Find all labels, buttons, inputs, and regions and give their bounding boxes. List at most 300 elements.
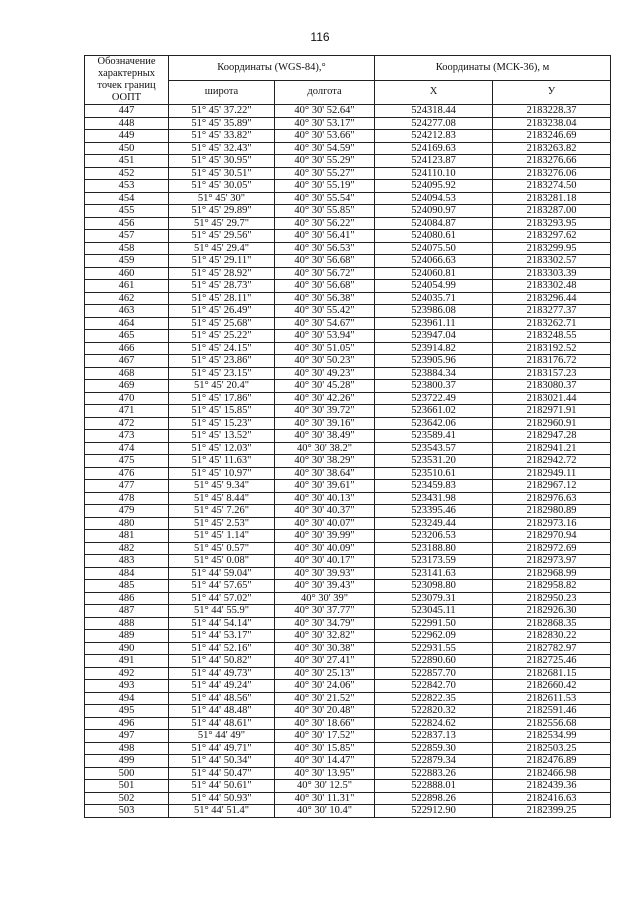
point-number-cell: 449	[85, 130, 169, 143]
latitude-cell: 51° 44' 52.16"	[169, 642, 275, 655]
x-coordinate-cell: 522931.55	[375, 642, 493, 655]
longitude-cell: 40° 30' 40.09"	[275, 542, 375, 555]
latitude-cell: 51° 44' 54.14"	[169, 617, 275, 630]
point-number-cell: 474	[85, 442, 169, 455]
y-coordinate-cell: 2182782.97	[493, 642, 611, 655]
table-row	[85, 317, 611, 330]
table-row	[85, 117, 611, 130]
x-coordinate-cell: 523914.82	[375, 342, 493, 355]
longitude-cell: 40° 30' 20.48"	[275, 705, 375, 718]
x-coordinate-cell: 522883.26	[375, 767, 493, 780]
x-coordinate-cell: 524066.63	[375, 255, 493, 268]
table-row	[85, 792, 611, 805]
table-row	[85, 392, 611, 405]
point-number-cell: 480	[85, 517, 169, 530]
y-coordinate-cell: 2183302.57	[493, 255, 611, 268]
y-coordinate-cell: 2182503.25	[493, 742, 611, 755]
point-number-cell: 491	[85, 655, 169, 668]
longitude-cell: 40° 30' 39.99"	[275, 530, 375, 543]
y-coordinate-cell: 2182973.97	[493, 555, 611, 568]
table-row	[85, 180, 611, 193]
point-number-cell: 451	[85, 155, 169, 168]
longitude-cell: 40° 30' 53.17"	[275, 117, 375, 130]
longitude-cell: 40° 30' 12.5"	[275, 780, 375, 793]
y-coordinate-cell: 2182556.68	[493, 717, 611, 730]
y-coordinate-cell: 2183248.55	[493, 330, 611, 343]
x-coordinate-cell: 524094.53	[375, 192, 493, 205]
point-number-cell: 497	[85, 730, 169, 743]
point-number-cell: 456	[85, 217, 169, 230]
latitude-cell: 51° 45' 12.03"	[169, 442, 275, 455]
y-coordinate-cell: 2183021.44	[493, 392, 611, 405]
longitude-cell: 40° 30' 11.31"	[275, 792, 375, 805]
y-coordinate-cell: 2182416.63	[493, 792, 611, 805]
longitude-cell: 40° 30' 50.23"	[275, 355, 375, 368]
y-coordinate-cell: 2183277.37	[493, 305, 611, 318]
point-number-cell: 495	[85, 705, 169, 718]
point-number-cell: 485	[85, 580, 169, 593]
x-coordinate-cell: 523961.11	[375, 317, 493, 330]
latitude-cell: 51° 45' 32.43"	[169, 142, 275, 155]
y-coordinate-cell: 2182830.22	[493, 630, 611, 643]
x-coordinate-cell: 523098.80	[375, 580, 493, 593]
point-number-cell: 501	[85, 780, 169, 793]
table-row	[85, 667, 611, 680]
point-number-cell: 496	[85, 717, 169, 730]
longitude-cell: 40° 30' 56.68"	[275, 255, 375, 268]
latitude-cell: 51° 45' 8.44"	[169, 492, 275, 505]
coordinates-table	[84, 55, 611, 818]
longitude-cell: 40° 30' 51.05"	[275, 342, 375, 355]
table-row	[85, 455, 611, 468]
x-coordinate-cell: 522820.32	[375, 705, 493, 718]
latitude-cell: 51° 45' 20.4"	[169, 380, 275, 393]
x-coordinate-cell: 523395.46	[375, 505, 493, 518]
y-coordinate-cell: 2183274.50	[493, 180, 611, 193]
x-coordinate-cell: 524060.81	[375, 267, 493, 280]
point-number-cell: 450	[85, 142, 169, 155]
point-number-cell: 454	[85, 192, 169, 205]
longitude-cell: 40° 30' 34.79"	[275, 617, 375, 630]
y-coordinate-cell: 2182868.35	[493, 617, 611, 630]
x-coordinate-cell: 522991.50	[375, 617, 493, 630]
y-coordinate-cell: 2182973.16	[493, 517, 611, 530]
y-coordinate-cell: 2182941.21	[493, 442, 611, 455]
latitude-cell: 51° 45' 10.97"	[169, 467, 275, 480]
longitude-cell: 40° 30' 18.66"	[275, 717, 375, 730]
longitude-cell: 40° 30' 56.68"	[275, 280, 375, 293]
table-row	[85, 630, 611, 643]
point-number-cell: 490	[85, 642, 169, 655]
latitude-cell: 51° 45' 15.85"	[169, 405, 275, 418]
point-number-cell: 481	[85, 530, 169, 543]
longitude-cell: 40° 30' 38.29"	[275, 455, 375, 468]
latitude-cell: 51° 45' 30.95"	[169, 155, 275, 168]
table-header	[85, 56, 611, 105]
longitude-header: долгота	[275, 80, 375, 105]
y-coordinate-cell: 2182958.82	[493, 580, 611, 593]
table-row	[85, 780, 611, 793]
table-row	[85, 705, 611, 718]
longitude-cell: 40° 30' 39.72"	[275, 405, 375, 418]
table-row	[85, 280, 611, 293]
x-coordinate-cell: 522859.30	[375, 742, 493, 755]
longitude-cell: 40° 30' 15.85"	[275, 742, 375, 755]
point-number-cell: 461	[85, 280, 169, 293]
y-coordinate-cell: 2182967.12	[493, 480, 611, 493]
table-row	[85, 692, 611, 705]
y-coordinate-cell: 2183263.82	[493, 142, 611, 155]
x-coordinate-cell: 524110.10	[375, 167, 493, 180]
point-number-cell: 468	[85, 367, 169, 380]
x-coordinate-cell: 524277.08	[375, 117, 493, 130]
point-number-cell: 498	[85, 742, 169, 755]
longitude-cell: 40° 30' 39.16"	[275, 417, 375, 430]
table-row	[85, 742, 611, 755]
x-coordinate-cell: 524075.50	[375, 242, 493, 255]
latitude-cell: 51° 44' 48.61"	[169, 717, 275, 730]
y-coordinate-cell: 2182926.30	[493, 605, 611, 618]
latitude-cell: 51° 44' 53.17"	[169, 630, 275, 643]
point-number-cell: 483	[85, 555, 169, 568]
y-coordinate-cell: 2183228.37	[493, 105, 611, 118]
longitude-cell: 40° 30' 37.77"	[275, 605, 375, 618]
x-coordinate-cell: 522837.13	[375, 730, 493, 743]
y-coordinate-cell: 2183262.71	[493, 317, 611, 330]
longitude-cell: 40° 30' 10.4"	[275, 805, 375, 818]
latitude-cell: 51° 44' 48.56"	[169, 692, 275, 705]
x-coordinate-cell: 523459.83	[375, 480, 493, 493]
longitude-cell: 40° 30' 25.13"	[275, 667, 375, 680]
latitude-cell: 51° 45' 29.89"	[169, 205, 275, 218]
latitude-header: широта	[169, 80, 275, 105]
longitude-cell: 40° 30' 55.85"	[275, 205, 375, 218]
y-coordinate-cell: 2182660.42	[493, 680, 611, 693]
table-row	[85, 567, 611, 580]
point-number-cell: 465	[85, 330, 169, 343]
latitude-cell: 51° 45' 28.11"	[169, 292, 275, 305]
latitude-cell: 51° 45' 1.14"	[169, 530, 275, 543]
longitude-cell: 40° 30' 30.38"	[275, 642, 375, 655]
x-coordinate-cell: 523986.08	[375, 305, 493, 318]
latitude-cell: 51° 44' 49.24"	[169, 680, 275, 693]
y-coordinate-cell: 2182476.89	[493, 755, 611, 768]
y-coordinate-cell: 2182968.99	[493, 567, 611, 580]
table-row	[85, 530, 611, 543]
table-row	[85, 467, 611, 480]
table-row	[85, 292, 611, 305]
y-coordinate-cell: 2182534.99	[493, 730, 611, 743]
table-row	[85, 267, 611, 280]
x-coordinate-cell: 523045.11	[375, 605, 493, 618]
latitude-cell: 51° 45' 0.57"	[169, 542, 275, 555]
table-row	[85, 805, 611, 818]
table-row	[85, 342, 611, 355]
longitude-cell: 40° 30' 21.52"	[275, 692, 375, 705]
y-coordinate-cell: 2182947.28	[493, 430, 611, 443]
table-row	[85, 155, 611, 168]
table-row	[85, 517, 611, 530]
latitude-cell: 51° 45' 33.82"	[169, 130, 275, 143]
table-row	[85, 355, 611, 368]
y-coordinate-cell: 2182466.98	[493, 767, 611, 780]
point-number-cell: 486	[85, 592, 169, 605]
table-row	[85, 417, 611, 430]
point-number-cell: 463	[85, 305, 169, 318]
latitude-cell: 51° 45' 9.34"	[169, 480, 275, 493]
longitude-cell: 40° 30' 42.26"	[275, 392, 375, 405]
point-number-cell: 470	[85, 392, 169, 405]
y-coordinate-cell: 2182970.94	[493, 530, 611, 543]
y-coordinate-cell: 2183238.04	[493, 117, 611, 130]
x-coordinate-cell: 523722.49	[375, 392, 493, 405]
y-coordinate-cell: 2183276.06	[493, 167, 611, 180]
longitude-cell: 40° 30' 32.82"	[275, 630, 375, 643]
longitude-cell: 40° 30' 56.41"	[275, 230, 375, 243]
latitude-cell: 51° 44' 50.93"	[169, 792, 275, 805]
point-number-cell: 488	[85, 617, 169, 630]
y-coordinate-cell: 2183297.62	[493, 230, 611, 243]
point-number-cell: 478	[85, 492, 169, 505]
longitude-cell: 40° 30' 24.06"	[275, 680, 375, 693]
longitude-cell: 40° 30' 55.42"	[275, 305, 375, 318]
x-header: X	[375, 80, 493, 105]
point-number-cell: 458	[85, 242, 169, 255]
latitude-cell: 51° 44' 49.73"	[169, 667, 275, 680]
x-coordinate-cell: 523206.53	[375, 530, 493, 543]
x-coordinate-cell: 524090.97	[375, 205, 493, 218]
x-coordinate-cell: 524318.44	[375, 105, 493, 118]
point-number-cell: 476	[85, 467, 169, 480]
y-coordinate-cell: 2182972.69	[493, 542, 611, 555]
x-coordinate-cell: 523141.63	[375, 567, 493, 580]
longitude-cell: 40° 30' 56.72"	[275, 267, 375, 280]
point-number-cell: 489	[85, 630, 169, 643]
table-row	[85, 717, 611, 730]
table-row	[85, 605, 611, 618]
x-coordinate-cell: 522879.34	[375, 755, 493, 768]
latitude-cell: 51° 45' 0.08"	[169, 555, 275, 568]
latitude-cell: 51° 44' 50.47"	[169, 767, 275, 780]
latitude-cell: 51° 45' 23.15"	[169, 367, 275, 380]
x-coordinate-cell: 524212.83	[375, 130, 493, 143]
x-coordinate-cell: 523079.31	[375, 592, 493, 605]
x-coordinate-cell: 524035.71	[375, 292, 493, 305]
longitude-cell: 40° 30' 39.61"	[275, 480, 375, 493]
latitude-cell: 51° 45' 30.51"	[169, 167, 275, 180]
latitude-cell: 51° 45' 30"	[169, 192, 275, 205]
longitude-cell: 40° 30' 40.17"	[275, 555, 375, 568]
longitude-cell: 40° 30' 56.22"	[275, 217, 375, 230]
latitude-cell: 51° 44' 57.65"	[169, 580, 275, 593]
point-number-cell: 472	[85, 417, 169, 430]
y-coordinate-cell: 2182971.91	[493, 405, 611, 418]
longitude-cell: 40° 30' 27.41"	[275, 655, 375, 668]
table-row	[85, 192, 611, 205]
table-row	[85, 405, 611, 418]
longitude-cell: 40° 30' 40.07"	[275, 517, 375, 530]
x-coordinate-cell: 524095.92	[375, 180, 493, 193]
x-coordinate-cell: 524169.63	[375, 142, 493, 155]
latitude-cell: 51° 45' 24.15"	[169, 342, 275, 355]
x-coordinate-cell: 523661.02	[375, 405, 493, 418]
y-coordinate-cell: 2183276.66	[493, 155, 611, 168]
table-row	[85, 642, 611, 655]
point-number-cell: 455	[85, 205, 169, 218]
x-coordinate-cell: 523947.04	[375, 330, 493, 343]
longitude-cell: 40° 30' 17.52"	[275, 730, 375, 743]
point-number-cell: 460	[85, 267, 169, 280]
longitude-cell: 40° 30' 53.94"	[275, 330, 375, 343]
longitude-cell: 40° 30' 40.37"	[275, 505, 375, 518]
x-coordinate-cell: 523800.37	[375, 380, 493, 393]
longitude-cell: 40° 30' 54.59"	[275, 142, 375, 155]
point-number-cell: 448	[85, 117, 169, 130]
x-coordinate-cell: 523510.61	[375, 467, 493, 480]
longitude-cell: 40° 30' 55.19"	[275, 180, 375, 193]
table-row	[85, 767, 611, 780]
table-row	[85, 580, 611, 593]
y-coordinate-cell: 2183299.95	[493, 242, 611, 255]
latitude-cell: 51° 45' 29.56"	[169, 230, 275, 243]
y-coordinate-cell: 2182949.11	[493, 467, 611, 480]
x-coordinate-cell: 522912.90	[375, 805, 493, 818]
y-coordinate-cell: 2183176.72	[493, 355, 611, 368]
point-number-cell: 462	[85, 292, 169, 305]
table-row	[85, 542, 611, 555]
latitude-cell: 51° 45' 26.49"	[169, 305, 275, 318]
x-coordinate-cell: 522962.09	[375, 630, 493, 643]
longitude-cell: 40° 30' 39"	[275, 592, 375, 605]
longitude-cell: 40° 30' 56.53"	[275, 242, 375, 255]
y-coordinate-cell: 2182942.72	[493, 455, 611, 468]
latitude-cell: 51° 44' 48.48"	[169, 705, 275, 718]
longitude-cell: 40° 30' 39.93"	[275, 567, 375, 580]
table-row	[85, 505, 611, 518]
y-coordinate-cell: 2182611.53	[493, 692, 611, 705]
table-row	[85, 142, 611, 155]
latitude-cell: 51° 44' 49"	[169, 730, 275, 743]
point-number-cell: 453	[85, 180, 169, 193]
y-coordinate-cell: 2183287.00	[493, 205, 611, 218]
y-coordinate-cell: 2183246.69	[493, 130, 611, 143]
point-number-cell: 502	[85, 792, 169, 805]
x-coordinate-cell: 523884.34	[375, 367, 493, 380]
latitude-cell: 51° 45' 30.05"	[169, 180, 275, 193]
longitude-cell: 40° 30' 38.64"	[275, 467, 375, 480]
x-coordinate-cell: 523531.20	[375, 455, 493, 468]
point-number-cell: 459	[85, 255, 169, 268]
point-number-cell: 475	[85, 455, 169, 468]
longitude-cell: 40° 30' 14.47"	[275, 755, 375, 768]
y-coordinate-cell: 2182681.15	[493, 667, 611, 680]
latitude-cell: 51° 45' 29.4"	[169, 242, 275, 255]
latitude-cell: 51° 45' 37.22"	[169, 105, 275, 118]
latitude-cell: 51° 44' 50.82"	[169, 655, 275, 668]
table-row	[85, 480, 611, 493]
y-coordinate-cell: 2182960.91	[493, 417, 611, 430]
latitude-cell: 51° 45' 2.53"	[169, 517, 275, 530]
longitude-cell: 40° 30' 45.28"	[275, 380, 375, 393]
point-number-cell: 484	[85, 567, 169, 580]
y-coordinate-cell: 2182980.89	[493, 505, 611, 518]
x-coordinate-cell: 524084.87	[375, 217, 493, 230]
x-coordinate-cell: 522822.35	[375, 692, 493, 705]
table-row	[85, 330, 611, 343]
table-row	[85, 680, 611, 693]
x-coordinate-cell: 523188.80	[375, 542, 493, 555]
longitude-cell: 40° 30' 56.38"	[275, 292, 375, 305]
latitude-cell: 51° 44' 57.02"	[169, 592, 275, 605]
longitude-cell: 40° 30' 39.43"	[275, 580, 375, 593]
x-coordinate-cell: 524123.87	[375, 155, 493, 168]
latitude-cell: 51° 45' 28.92"	[169, 267, 275, 280]
longitude-cell: 40° 30' 13.95"	[275, 767, 375, 780]
x-coordinate-cell: 522898.26	[375, 792, 493, 805]
x-coordinate-cell: 523905.96	[375, 355, 493, 368]
point-number-cell: 500	[85, 767, 169, 780]
table-row	[85, 492, 611, 505]
table-row	[85, 755, 611, 768]
table-row	[85, 592, 611, 605]
x-coordinate-cell: 523543.57	[375, 442, 493, 455]
point-number-cell: 482	[85, 542, 169, 555]
x-coordinate-cell: 524080.61	[375, 230, 493, 243]
y-header: У	[493, 80, 611, 105]
y-coordinate-cell: 2183192.52	[493, 342, 611, 355]
latitude-cell: 51° 44' 51.4"	[169, 805, 275, 818]
table-body	[85, 105, 611, 818]
table-row	[85, 167, 611, 180]
point-number-cell: 466	[85, 342, 169, 355]
point-number-cell: 479	[85, 505, 169, 518]
latitude-cell: 51° 44' 49.71"	[169, 742, 275, 755]
y-coordinate-cell: 2183080.37	[493, 380, 611, 393]
y-coordinate-cell: 2183157.23	[493, 367, 611, 380]
latitude-cell: 51° 45' 13.52"	[169, 430, 275, 443]
longitude-cell: 40° 30' 54.67"	[275, 317, 375, 330]
table-row	[85, 430, 611, 443]
point-number-cell: 499	[85, 755, 169, 768]
latitude-cell: 51° 44' 50.61"	[169, 780, 275, 793]
longitude-cell: 40° 30' 38.49"	[275, 430, 375, 443]
point-number-cell: 493	[85, 680, 169, 693]
longitude-cell: 40° 30' 52.64"	[275, 105, 375, 118]
y-coordinate-cell: 2182591.46	[493, 705, 611, 718]
y-coordinate-cell: 2182399.25	[493, 805, 611, 818]
table-row	[85, 617, 611, 630]
table-row	[85, 105, 611, 118]
x-coordinate-cell: 523249.44	[375, 517, 493, 530]
longitude-cell: 40° 30' 55.29"	[275, 155, 375, 168]
point-number-cell: 457	[85, 230, 169, 243]
y-coordinate-cell: 2183303.39	[493, 267, 611, 280]
longitude-cell: 40° 30' 49.23"	[275, 367, 375, 380]
table-row	[85, 230, 611, 243]
latitude-cell: 51° 45' 35.89"	[169, 117, 275, 130]
point-number-cell: 447	[85, 105, 169, 118]
latitude-cell: 51° 44' 55.9"	[169, 605, 275, 618]
table-row	[85, 217, 611, 230]
y-coordinate-cell: 2182950.23	[493, 592, 611, 605]
longitude-cell: 40° 30' 53.66"	[275, 130, 375, 143]
table-row	[85, 655, 611, 668]
point-designation-header: Обозначение характерных точек границ ООПТ	[85, 56, 169, 105]
point-number-cell: 469	[85, 380, 169, 393]
x-coordinate-cell: 523642.06	[375, 417, 493, 430]
latitude-cell: 51° 45' 17.86"	[169, 392, 275, 405]
y-coordinate-cell: 2182725.46	[493, 655, 611, 668]
